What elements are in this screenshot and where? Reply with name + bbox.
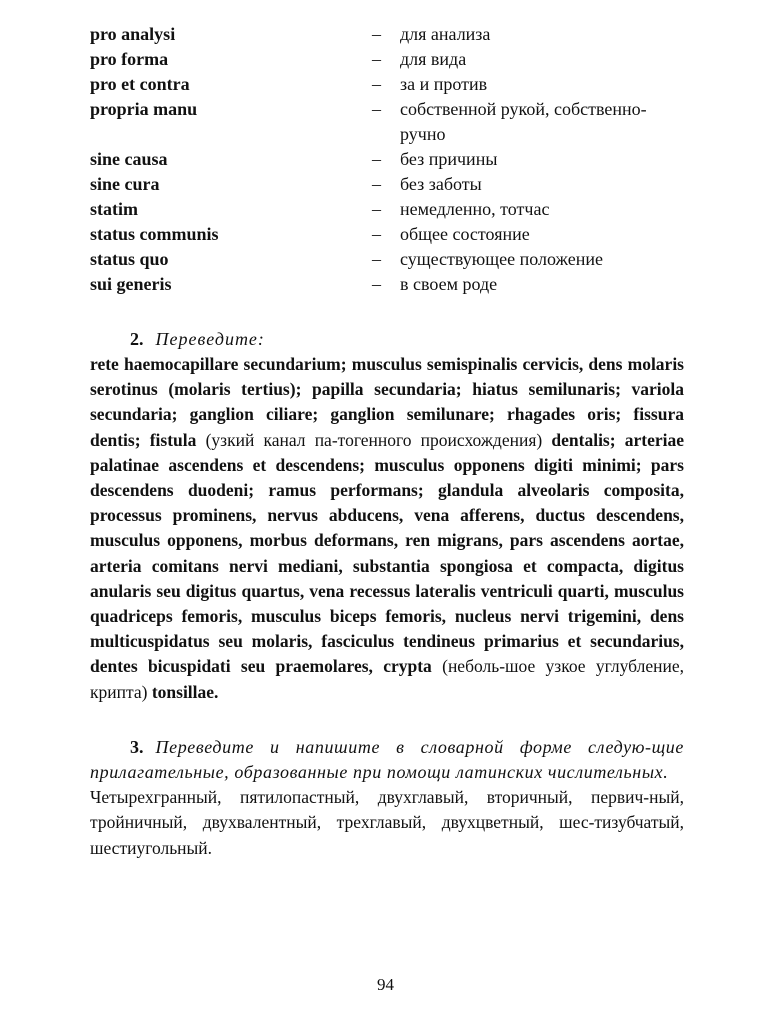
glossary-definition: общее состояние	[400, 224, 530, 244]
glossary-dash: –	[372, 174, 381, 194]
glossary-dash: –	[372, 224, 381, 244]
exercise-3-body: Четырехгранный, пятилопастный, двухглавый, вторичный, первич-ный, тройничный, двухвалентный, трехглавый, двухцветный, шес-тизубчатый, шестиугольный.	[90, 786, 684, 858]
exercise-2-latin-text: tonsillae.	[151, 681, 219, 702]
exercise-2-note: (узкий канал па-тогенного происхождения)	[196, 429, 552, 450]
glossary-definition: для вида	[400, 49, 467, 69]
exercise-2-latin-text: dentalis; arteriae palatinae ascendens et descendens; musculus opponens digiti minimi; pars descendens duodeni; ramus performans; glandula alveolaris composita, processus prominens, nervus abducens, vena afferens, ductus descendens, musculus opponens, morbus deformans, ren migrans, pars ascendens aortae, arteria comitans nervi mediani, substantia spongiosa et compacta, digitus anularis seu digitus quartus, vena recessus lateralis ventriculi quarti, musculus quadriceps femoris, musculus biceps femoris, nucleus nervi trigemini, dens multicuspidatus seu molaris, fasciculus tendineus primarius et secundarius, dentes bicuspidati seu praemolares, crypta	[90, 429, 684, 677]
exercise-2-title: Переведите:	[155, 329, 265, 349]
glossary-row	[90, 247, 684, 272]
glossary-definition: немедленно, тотчас	[400, 199, 550, 219]
glossary-term: statim	[90, 199, 138, 219]
exercise-3	[90, 735, 684, 862]
exercise-2-latin-text: rete haemocapillare secundarium; musculus semispinalis cervicis, dens molaris serotinus (molaris tertius); papilla secundaria; hiatus semilunaris; variola secundaria; ganglion ciliare; ganglion semilunare; rhagades oris; fissura dentis; fistula	[90, 354, 684, 450]
page-content	[90, 22, 684, 861]
glossary-dash: –	[372, 99, 381, 119]
glossary-term: sine cura	[90, 174, 160, 194]
glossary-row	[90, 172, 684, 197]
exercise-2-heading	[90, 327, 684, 352]
exercise-2-note: (неболь-шое узкое углубление, крипта)	[90, 656, 685, 702]
glossary-row	[90, 197, 684, 222]
glossary-row	[90, 147, 684, 172]
latin-glossary	[90, 22, 684, 297]
page-number: 94	[377, 975, 394, 994]
glossary-term: pro et contra	[90, 74, 190, 94]
glossary-definition: в своем роде	[400, 274, 498, 294]
glossary-term: status quo	[90, 249, 169, 269]
glossary-dash: –	[372, 274, 381, 294]
glossary-term: sine causa	[90, 149, 168, 169]
glossary-dash: –	[372, 149, 381, 169]
glossary-term: pro forma	[90, 49, 169, 69]
glossary-term: propria manu	[90, 99, 198, 119]
glossary-dash: –	[372, 199, 381, 219]
glossary-dash: –	[372, 49, 381, 69]
exercise-3-heading	[90, 735, 684, 785]
glossary-term: pro analysi	[90, 24, 176, 44]
glossary-row	[90, 222, 684, 247]
glossary-row	[90, 47, 684, 72]
glossary-definition: собственной рукой, собственно-ручно	[400, 99, 647, 144]
glossary-dash: –	[372, 74, 381, 94]
exercise-2-body	[90, 352, 684, 705]
glossary-term: sui generis	[90, 274, 172, 294]
glossary-definition: без причины	[400, 149, 498, 169]
glossary-dash: –	[372, 24, 381, 44]
glossary-definition: без заботы	[400, 174, 482, 194]
glossary-row	[90, 22, 684, 47]
exercise-3-number: 3.	[130, 736, 144, 757]
glossary-dash: –	[372, 249, 381, 269]
glossary-definition: существующее положение	[400, 249, 603, 269]
glossary-row	[90, 272, 684, 297]
glossary-row	[90, 72, 684, 97]
exercise-2-number: 2.	[130, 329, 144, 349]
glossary-row	[90, 97, 684, 147]
exercise-2	[90, 327, 684, 705]
glossary-definition: для анализа	[400, 24, 491, 44]
glossary-term: status communis	[90, 224, 219, 244]
glossary-definition: за и против	[400, 74, 488, 94]
exercise-3-title: Переведите и напишите в словарной форме следую-щие прилагательные, образованные при помощи латинских числительных.	[90, 736, 684, 782]
